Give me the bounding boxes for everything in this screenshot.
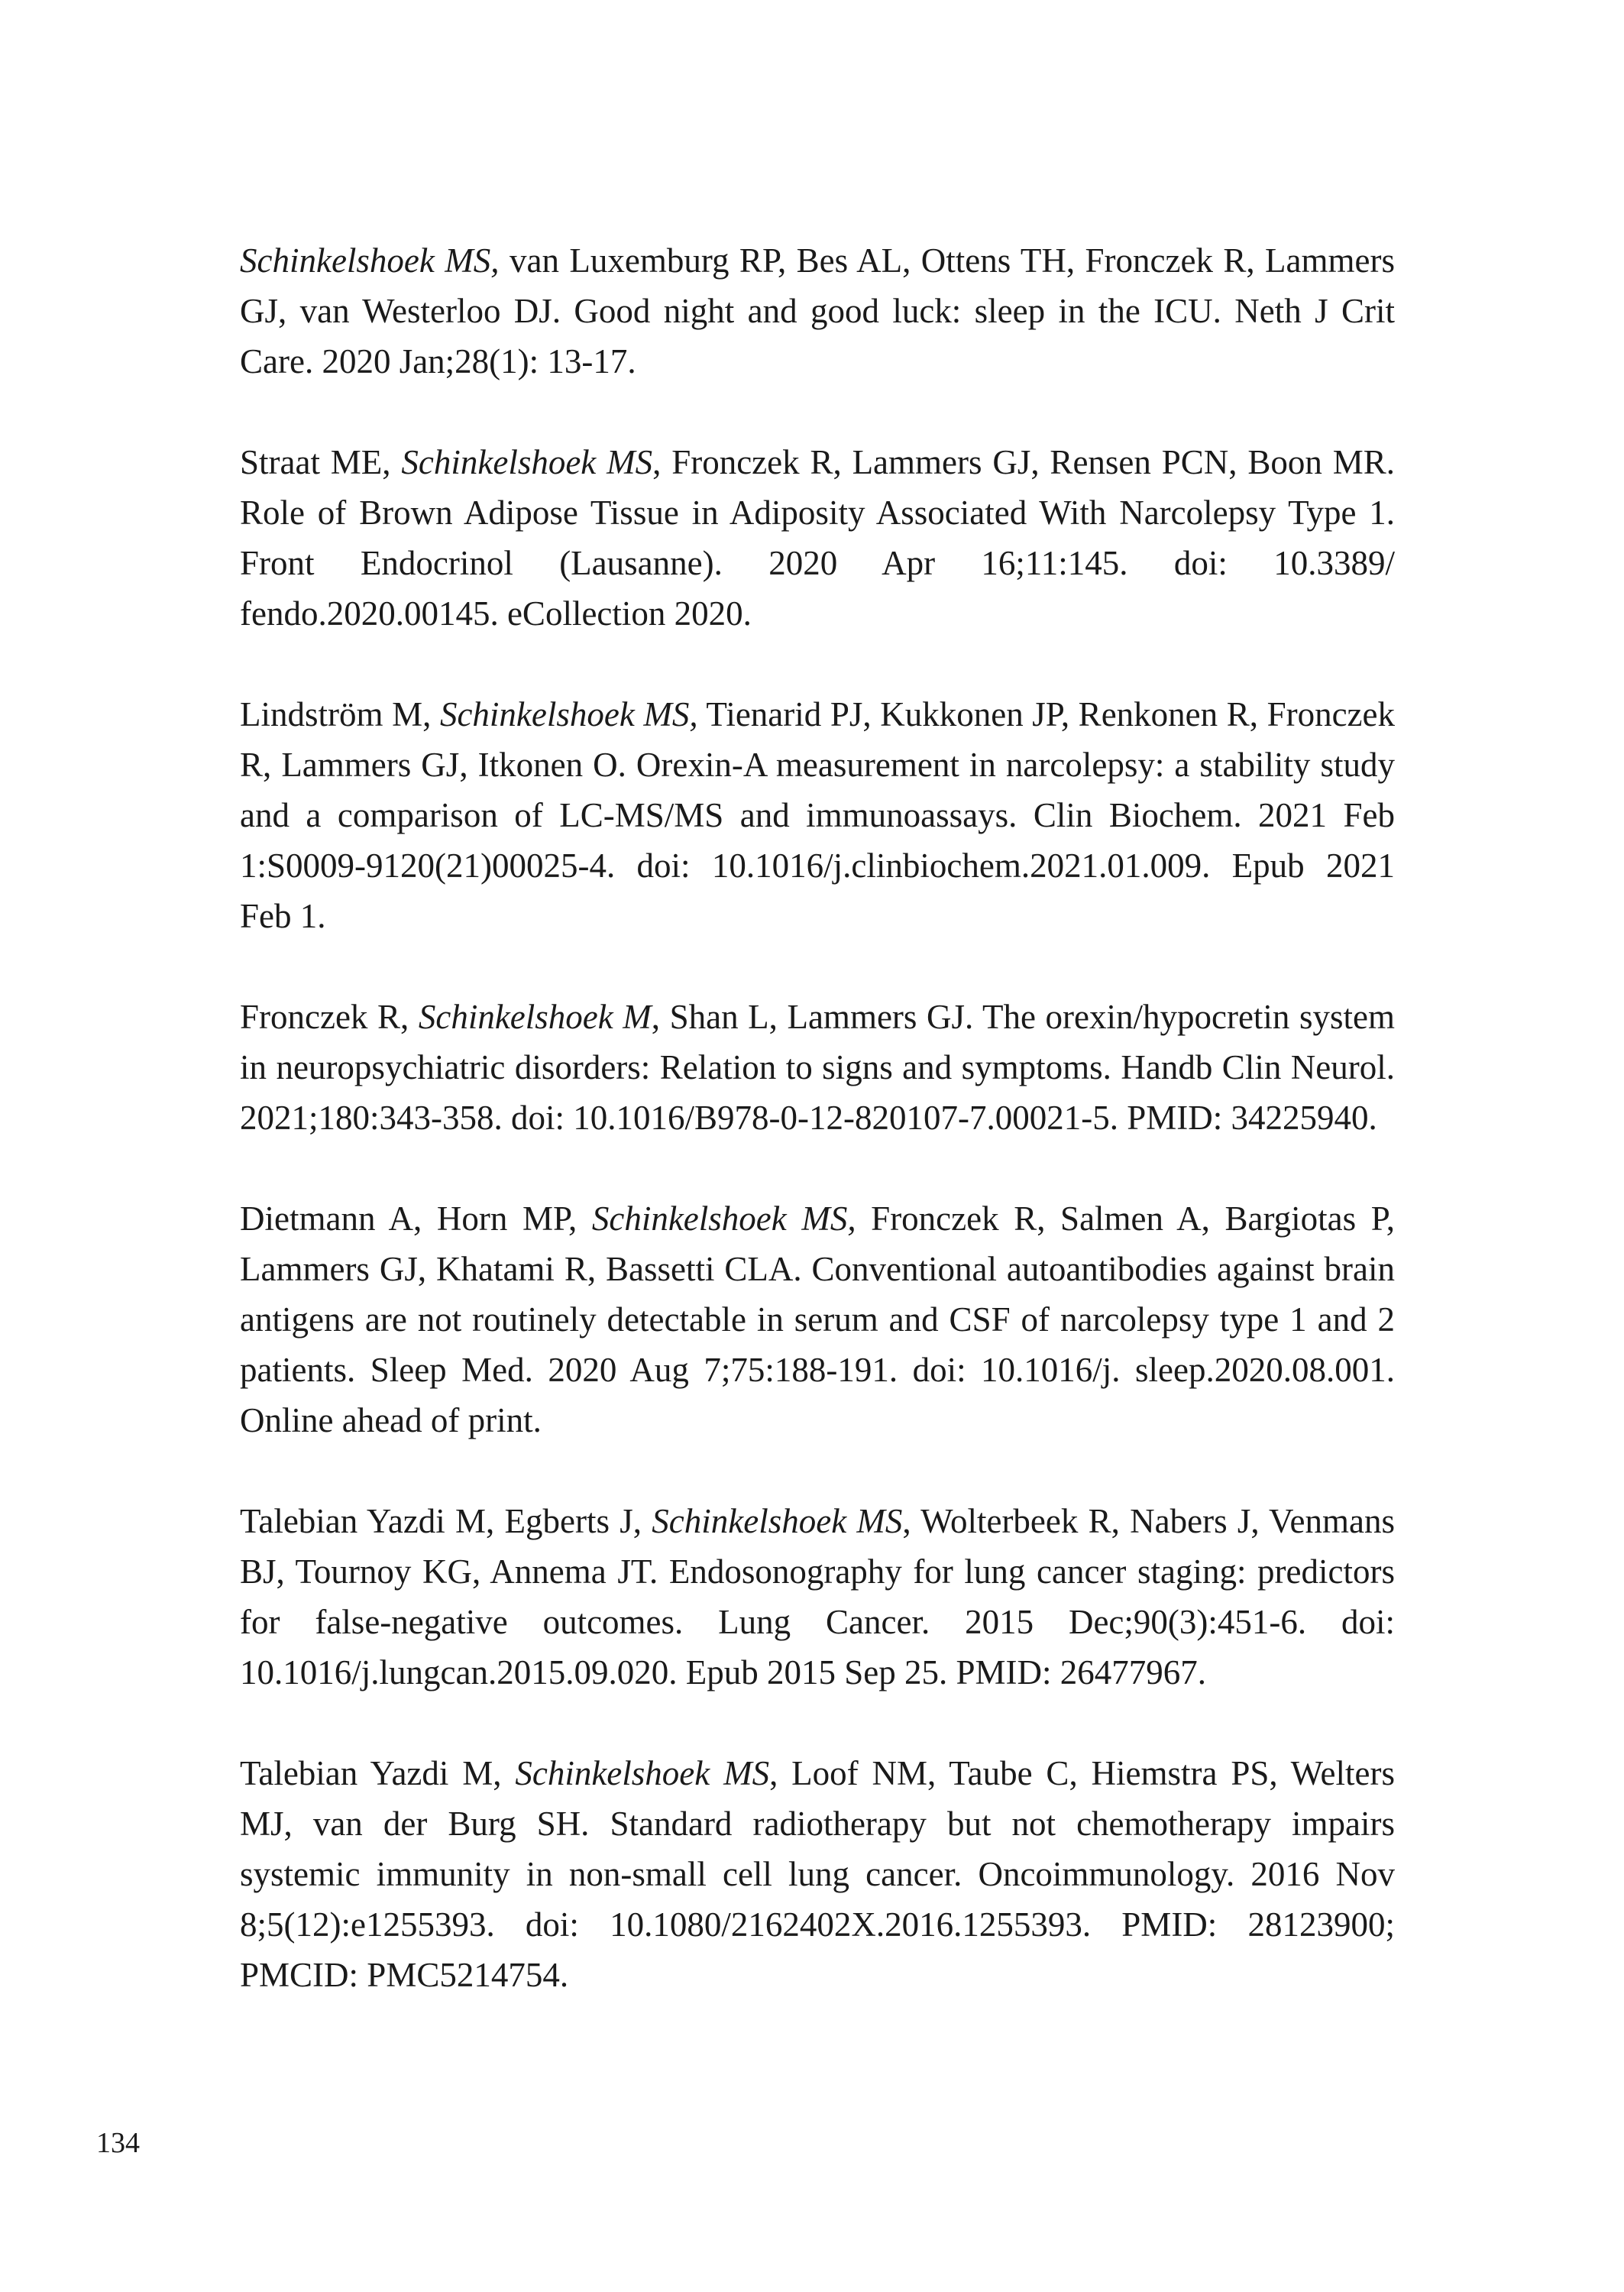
reference-item (240, 437, 1395, 639)
reference-body: , Shan L, Lammers GJ. The orexin/hypocretin system in neuropsychiatric disorders: Relation to signs and symptoms. Handb Clin Neurol. 2021;180:343-358. doi: 10.1016/B978-0-12-820107-7.00021-5. PMID: 34225940. (240, 998, 1395, 1137)
reference-highlighted-author: Schinkelshoek MS, (240, 241, 500, 280)
reference-body: , Fronczek R, Lammers GJ, Rensen PCN, Boon MR. Role of Brown Adipose Tissue in Adiposity Associated With Narcolepsy Type 1. Front Endocrinol (Lausanne). 2020 Apr 16;11:145. doi: 10.3389/ fendo.2020.00145. eCollection 2020. (240, 443, 1395, 633)
reference-body: , Wolterbeek R, Nabers J, Venmans BJ, Tournoy KG, Annema JT. Endosonography for lung cancer staging: predictors for false-negative outcomes. Lung Cancer. 2015 Dec;90(3):451-6. doi: 10.1016/j.lungcan.2015.09.020. Epub 2015 Sep 25. PMID: 26477967. (240, 1502, 1395, 1691)
reference-body: Tienarid PJ, Kukkonen JP, Renkonen R, Fronczek R, Lammers GJ, Itkonen O. Orexin-A measurement in narcolepsy: a stability study and a comparison of LC-MS/MS and immunoassays. Clin Biochem. 2021 Feb 1:S0009-9120(21)00025-4. doi: 10.1016/j.clinbiochem.2021.01.009. Epub 2021 Feb 1. (240, 695, 1396, 935)
reference-highlighted-author: Schinkelshoek M (418, 998, 652, 1036)
reference-prefix: Talebian Yazdi M, (240, 1754, 516, 1792)
reference-item (240, 1748, 1395, 2000)
reference-highlighted-author: Schinkelshoek MS (652, 1502, 903, 1540)
reference-highlighted-author: Schinkelshoek MS, (591, 1199, 856, 1238)
reference-item (240, 689, 1395, 941)
reference-highlighted-author: Schinkelshoek MS (401, 443, 653, 481)
reference-prefix: Straat ME, (240, 443, 402, 481)
reference-body: , Loof NM, Taube C, Hiemstra PS, Welters MJ, van der Burg SH. Standard radiotherapy but not chemotherapy impairs systemic immunity in non-small cell lung cancer. Oncoimmunology. 2016 Nov 8;5(12):e1255393. doi: 10.1080/2162402X.2016.1255393. PMID: 28123900; PMCID: PMC5214754. (240, 1754, 1395, 1994)
reference-item (240, 235, 1395, 387)
reference-prefix: Dietmann A, Horn MP, (240, 1199, 592, 1238)
reference-prefix: Fronczek R, (240, 998, 419, 1036)
reference-list (240, 235, 1395, 2051)
reference-highlighted-author: Schinkelshoek MS, (439, 695, 698, 733)
reference-prefix: Talebian Yazdi M, Egberts J, (240, 1502, 652, 1540)
reference-body: van Luxemburg RP, Bes AL, Ottens TH, Fronczek R, Lammers GJ, van Westerloo DJ. Good night and good luck: sleep in the ICU. Neth J Crit Care. 2020 Jan;28(1): 13-17. (240, 241, 1395, 380)
page-number: 134 (96, 2127, 140, 2159)
reference-item (240, 1193, 1395, 1445)
reference-prefix: Lindström M, (240, 695, 440, 733)
reference-item (240, 1496, 1395, 1698)
reference-item (240, 992, 1395, 1143)
reference-highlighted-author: Schinkelshoek MS (515, 1754, 770, 1792)
reference-body: Fronczek R, Salmen A, Bargiotas P, Lammers GJ, Khatami R, Bassetti CLA. Conventional autoantibodies against brain antigens are not routinely detectable in serum and CSF of narcolepsy type 1 and 2 patients. Sleep Med. 2020 Aug 7;75:188-191. doi: 10.1016/j. sleep.2020.08.001. Online ahead of print. (240, 1199, 1395, 1439)
